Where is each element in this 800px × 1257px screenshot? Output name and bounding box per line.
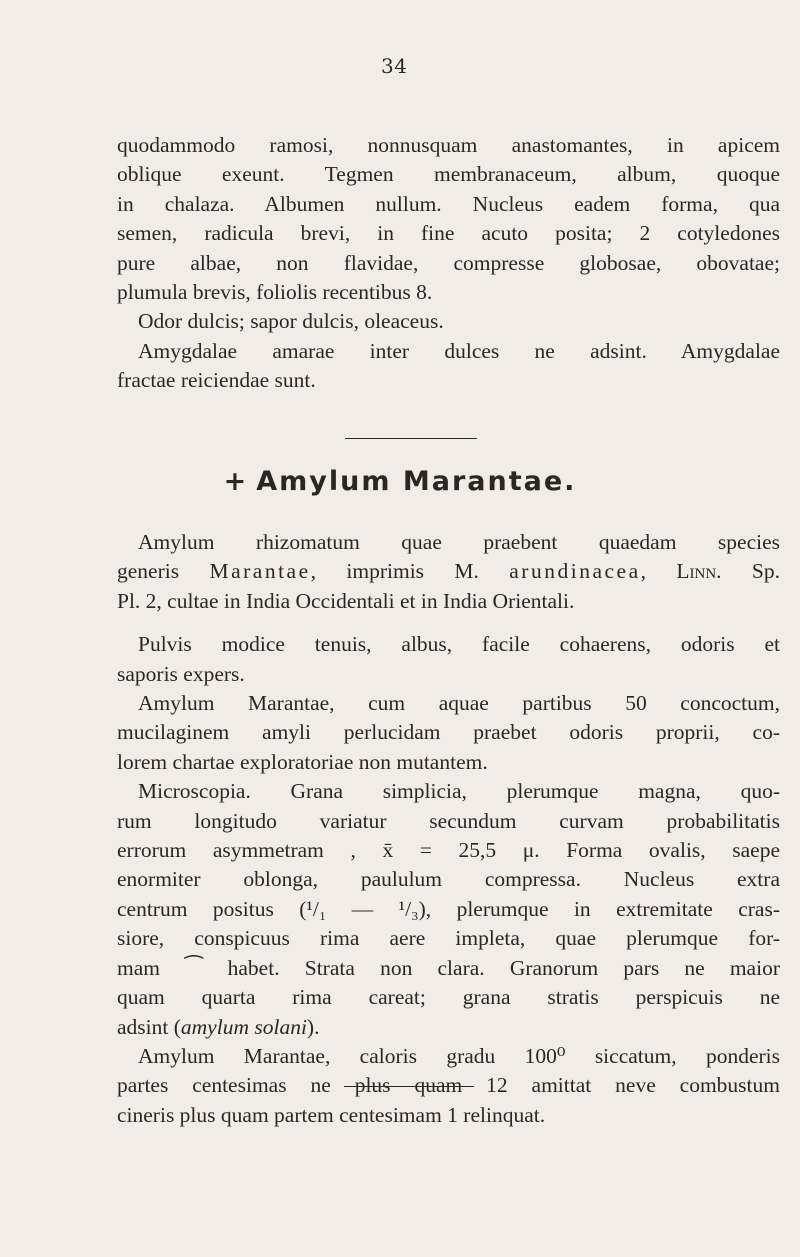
- text-line: fractae reiciendae sunt.: [117, 368, 316, 393]
- text-line: errorum asymmetram , x̄ = 25,5 μ. Forma ovalis, saepe: [117, 838, 780, 863]
- author-name: Linn: [676, 559, 717, 584]
- end-divider: [344, 1086, 474, 1087]
- text-line: mucilaginem amyli perlucidam praebet odoris proprii, co-: [117, 720, 780, 745]
- text-line: Odor dulcis; sapor dulcis, oleaceus.: [138, 309, 444, 334]
- text-line: enormiter oblonga, paululum compressa. Nucleus extra: [117, 867, 780, 892]
- text-line: plumula brevis, foliolis recentibus 8.: [117, 280, 433, 305]
- section-heading: [0, 466, 800, 497]
- text-line: partes centesimas ne plus quam 12 amittat neve combustum: [117, 1073, 780, 1098]
- genus-name: Marantae: [209, 559, 311, 584]
- page-number: 34: [381, 54, 408, 78]
- text-line: quodammodo ramosi, nonnusquam anastomantes, in apicem: [117, 133, 780, 157]
- text-line: Pl. 2, cultae in India Occidentali et in India Orientali.: [117, 588, 575, 613]
- text-line: siore, conspicuus rima aere impleta, quae plerumque for-: [117, 926, 780, 951]
- text-line: in chalaza. Albumen nullum. Nucleus eadem forma, qua: [117, 191, 780, 216]
- text-line: Amylum rhizomatum quae praebent quaedam species: [138, 530, 780, 554]
- text-line: Pulvis modice tenuis, albus, facile cohaerens, odoris et: [138, 632, 780, 657]
- text-line: Amygdalae amarae inter dulces ne adsint. Amygdalae: [138, 338, 780, 363]
- text-line: centrum positus (¹/₁ — ¹/₃), plerumque in extremitate cras-: [117, 896, 780, 921]
- text-line: rum longitudo variatur secundum curvam probabilitatis: [117, 808, 780, 833]
- text-line: Amylum Marantae, caloris gradu 100⁰ siccatum, ponderis: [138, 1043, 780, 1068]
- cross-symbol: +: [223, 466, 247, 497]
- text-line: cineris plus quam partem centesimam 1 relinquat.: [117, 1102, 546, 1127]
- text-line: adsint (amylum solani).: [117, 1014, 320, 1039]
- italic-term: amylum solani: [180, 1014, 307, 1039]
- text-line: saporis expers.: [117, 661, 245, 686]
- text-line: pure albae, non flavidae, compresse globosae, obovatae;: [117, 250, 780, 275]
- text-line: generis Marantae, imprimis M. arundinacea, Linn. Sp.: [117, 559, 780, 584]
- section-divider: [345, 438, 477, 439]
- section-amylum-marantae: [117, 528, 780, 1130]
- text-line: quam quarta rima careat; grana stratis perspicuis ne: [117, 985, 780, 1010]
- text-line: semen, radicula brevi, in fine acuto posita; 2 cotyledones: [117, 221, 780, 246]
- heading-title: Amylum Marantae.: [256, 466, 577, 497]
- species-name: arundinacea: [509, 559, 641, 584]
- text-line: oblique exeunt. Tegmen membranaceum, album, quoque: [117, 162, 780, 187]
- text-line: lorem chartae exploratoriae non mutantem.: [117, 749, 488, 774]
- text-line: Amylum Marantae, cum aquae partibus 50 concoctum,: [138, 691, 780, 716]
- text-line: mam ⁀ habet. Strata non clara. Granorum pars ne maior: [117, 955, 780, 980]
- paragraph-seed-description: [117, 131, 780, 396]
- text-line: Microscopia. Grana simplicia, plerumque magna, quo-: [138, 779, 780, 804]
